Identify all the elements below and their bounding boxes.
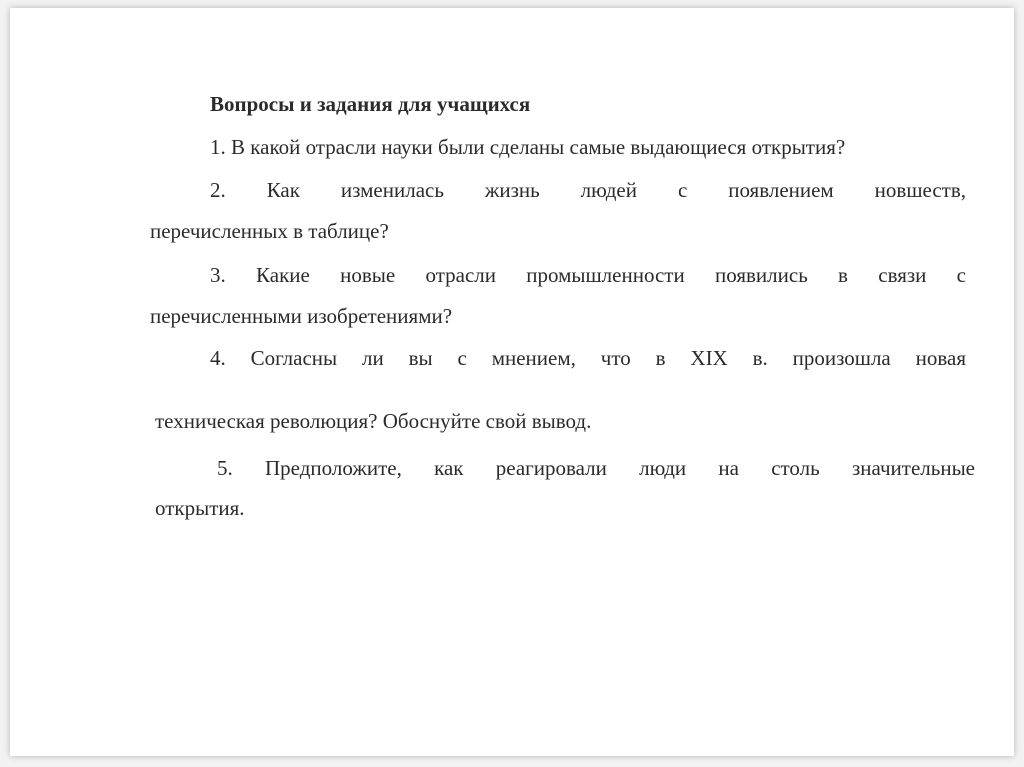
question-2-line-1: 2. Как изменилась жизнь людей с появлением новшеств, — [210, 178, 966, 202]
question-5-line-1: 5. Предположите, как реагировали люди на столь значительные — [217, 456, 975, 480]
question-5-line-2: открытия. — [155, 496, 245, 520]
question-2-line-2: перечисленных в таблице? — [150, 219, 389, 243]
question-4-line-2: техническая революция? Обоснуйте свой вывод. — [155, 409, 592, 433]
question-3-line-1: 3. Какие новые отрасли промышленности появились в связи с — [210, 263, 966, 287]
question-4-line-1: 4. Согласны ли вы с мнением, что в XIX в. произошла новая — [210, 346, 966, 370]
question-3-line-2: перечисленными изобретениями? — [150, 304, 453, 328]
document-heading: Вопросы и задания для учащихся — [210, 92, 531, 116]
document-page — [10, 8, 1014, 756]
question-1: 1. В какой отрасли науки были сделаны самые выдающиеся открытия? — [210, 135, 846, 159]
slide — [10, 8, 1014, 756]
